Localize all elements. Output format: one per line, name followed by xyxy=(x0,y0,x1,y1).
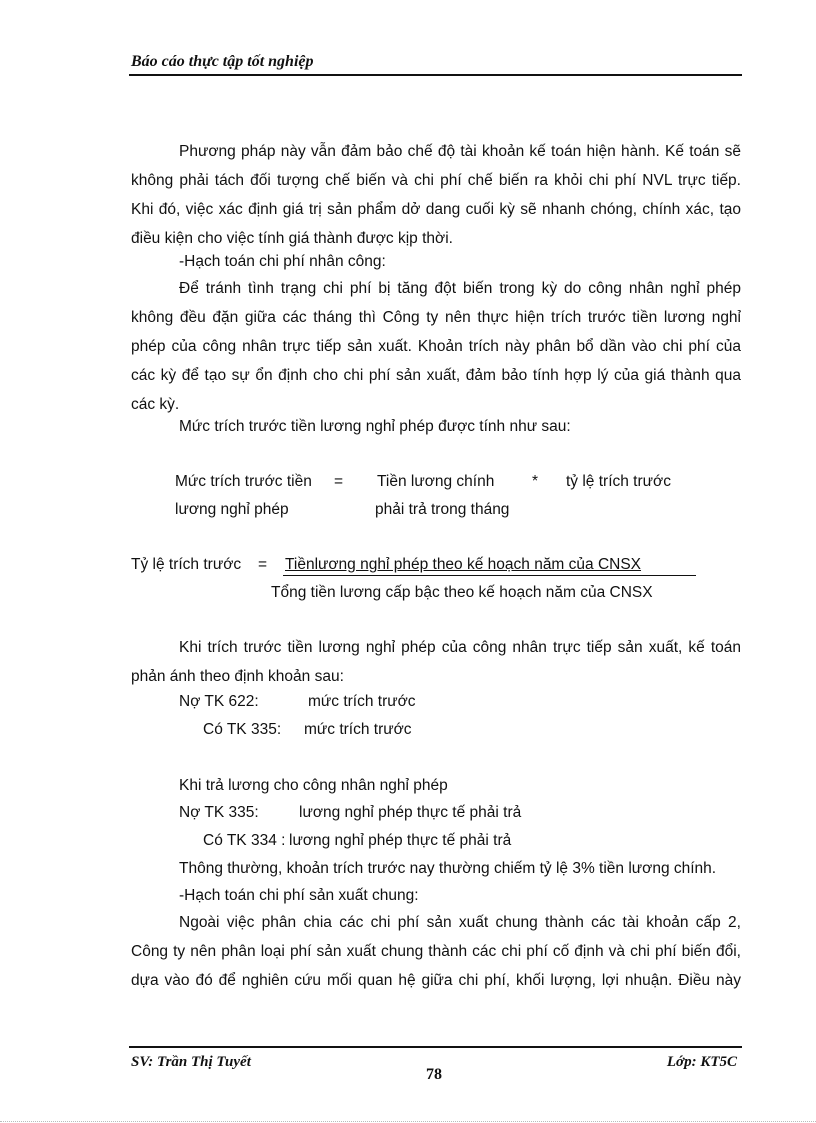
entry1-credit-value: mức trích trước xyxy=(304,721,412,738)
leave-pay-intro: Khi trả lương cho công nhân nghỉ phép xyxy=(179,777,448,794)
formula1-term2: tỷ lệ trích trước xyxy=(566,473,671,490)
formula2-equals: = xyxy=(258,556,268,573)
footer-student: SV: Trần Thị Tuyết xyxy=(131,1054,251,1070)
text-line: Ngoài việc phân chia các chi phí sản xuất chung thành các tài khoản cấp 2, xyxy=(179,914,741,931)
paragraph-general xyxy=(131,908,741,995)
fraction-bar xyxy=(283,575,696,576)
paragraph-method xyxy=(131,137,741,253)
page-number: 78 xyxy=(426,1066,442,1083)
entry1-credit-label: Có TK 335: xyxy=(203,721,282,738)
heading-labor-cost: -Hạch toán chi phí nhân công: xyxy=(179,253,386,270)
header-rule xyxy=(129,74,742,76)
entry2-debit-value: lương nghỉ phép thực tế phải trả xyxy=(299,804,522,821)
entry1-debit-label: Nợ TK 622: xyxy=(179,693,259,710)
text-line: Phương pháp này vẫn đảm bảo chế độ tài khoản kế toán hiện hành. Kế toán sẽ xyxy=(179,143,741,160)
text-line: các kỳ để tạo sự ổn định cho chi phí sản xuất, đảm bảo tính hợp lý của giá thành qua xyxy=(131,367,741,384)
footer-class: Lớp: KT5C xyxy=(666,1054,737,1070)
formula1-operator: * xyxy=(532,473,539,490)
entry2-credit-value: lương nghỉ phép thực tế phải trả xyxy=(289,832,512,849)
formula1-equals: = xyxy=(334,473,344,490)
text-line: Khi trích trước tiền lương nghỉ phép của công nhân trực tiếp sản xuất, kế toán xyxy=(179,639,741,656)
text-line: Khi đó, việc xác định giá trị sản phẩm dở dang cuối kỳ sẽ nhanh chóng, chính xác, tạo xyxy=(131,201,741,218)
formula2-denominator: Tổng tiền lương cấp bậc theo kế hoạch năm của CNSX xyxy=(271,584,653,601)
formula1-term1-line1: Tiền lương chính xyxy=(377,473,495,490)
paragraph-labor xyxy=(131,274,741,419)
text-line: các kỳ. xyxy=(131,396,180,413)
entry2-credit-label: Có TK 334 : xyxy=(203,832,286,849)
footer-rule xyxy=(129,1046,742,1048)
text-line: phản ánh theo định khoản sau: xyxy=(131,668,344,685)
formula-intro: Mức trích trước tiền lương nghỉ phép được tính như sau: xyxy=(179,418,571,435)
formula2-lhs: Tỷ lệ trích trước xyxy=(131,556,242,573)
paragraph-accrual xyxy=(131,633,741,691)
entry2-debit-label: Nợ TK 335: xyxy=(179,804,259,821)
text-line: điều kiện cho việc tính giá thành được kịp thời. xyxy=(131,230,453,247)
text-line: không đều đặn giữa các tháng thì Công ty nên thực hiện trích trước tiền lương nghỉ xyxy=(131,309,741,326)
header-title: Báo cáo thực tập tốt nghiệp xyxy=(131,53,314,70)
formula1-lhs-line1: Mức trích trước tiền xyxy=(175,473,312,490)
text-line: Để tránh tình trạng chi phí bị tăng đột biến trong kỳ do công nhân nghỉ phép xyxy=(179,280,741,297)
text-line: dựa vào đó để nghiên cứu mối quan hệ giữa chi phí, khối lượng, lợi nhuận. Điều này xyxy=(131,972,741,989)
text-line: không phải tách đối tượng chế biến và chi phí chế biến ra khỏi chi phí NVL trực tiếp. xyxy=(131,172,741,189)
page-bottom-border xyxy=(0,1121,816,1122)
formula1-term1-line2: phải trả trong tháng xyxy=(375,501,510,518)
text-line: Công ty nên phân loại phí sản xuất chung thành các chi phí cố định và chi phí biến đổi, xyxy=(131,943,741,960)
formula1-lhs-line2: lương nghỉ phép xyxy=(175,501,289,518)
formula2-numerator: Tiềnlương nghỉ phép theo kế hoạch năm của CNSX xyxy=(285,556,642,573)
entry1-debit-value: mức trích trước xyxy=(308,693,416,710)
heading-general-cost: -Hạch toán chi phí sản xuất chung: xyxy=(179,887,419,904)
text-line: phép của công nhân trực tiếp sản xuất. Khoản trích này phân bổ dần vào chi phí của xyxy=(131,338,741,355)
normal-note: Thông thường, khoản trích trước nay thường chiếm tỷ lệ 3% tiền lương chính. xyxy=(179,860,717,877)
